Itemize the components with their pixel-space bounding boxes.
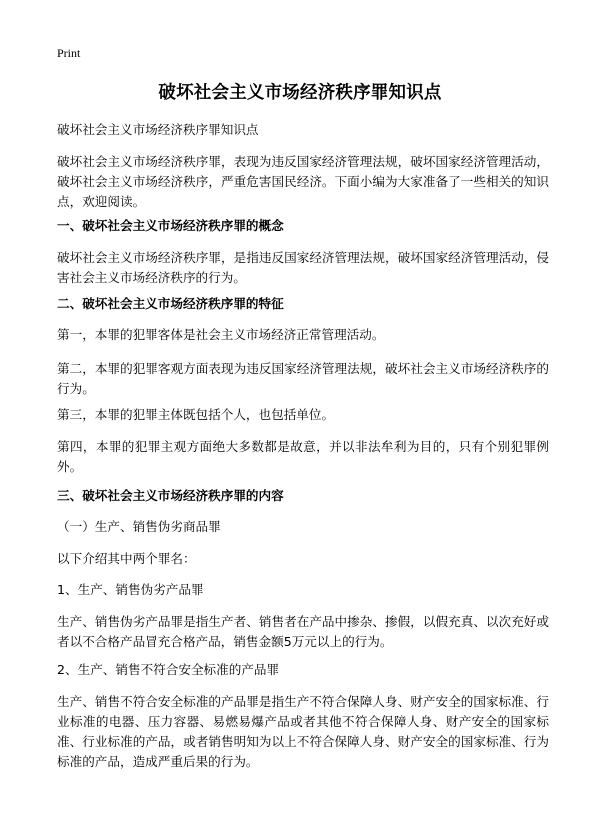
concept-paragraph: 破坏社会主义市场经济秩序罪，是指违反国家经济管理法规，破坏国家经济管理活动，侵害社会主义市场经济秩序的行为。	[57, 250, 549, 285]
intro-two-crimes: 以下介绍其中两个罪名：	[57, 551, 196, 566]
feature-paragraph-1: 第一，本罪的犯罪客体是社会主义市场经济正常管理活动。	[57, 327, 385, 342]
subtitle-paragraph: 破坏社会主义市场经济秩序罪知识点	[57, 122, 259, 137]
crime-title-1: 1、生产、销售伪劣产品罪	[57, 582, 204, 597]
feature-paragraph-4: 第四，本罪的犯罪主观方面绝大多数都是故意，并以非法牟利为目的，只有个别犯罪例外。	[57, 439, 549, 474]
document-title: 破坏社会主义市场经济秩序罪知识点	[158, 83, 442, 103]
crime-paragraph-1: 生产、销售伪劣产品罪是指生产者、销售者在产品中掺杂、掺假，以假充真、以次充好或者以不合格产品冒充合格产品，销售金额5万元以上的行为。	[57, 614, 549, 649]
print-link[interactable]: Print	[57, 46, 81, 60]
crime-paragraph-2: 生产、销售不符合安全标准的产品罪是指生产不符合保障人身、财产安全的国家标准、行业标准的电器、压力容器、易燃易爆产品或者其他不符合保障人身、财产安全的国家标准、行业标准的产品，或者销售明知为以上不符合保障人身、财产安全的国家标准、行为标准的产品，造成严重后果的行为。	[57, 694, 549, 769]
feature-paragraph-3: 第三，本罪的犯罪主体既包括个人，也包括单位。	[57, 407, 335, 422]
subsection-heading-counterfeit: （一）生产、销售伪劣商品罪	[57, 519, 221, 534]
crime-title-2: 2、生产、销售不符合安全标准的产品罪	[57, 662, 280, 677]
section-heading-features: 二、破坏社会主义市场经济秩序罪的特征	[57, 296, 284, 311]
feature-paragraph-2: 第二，本罪的犯罪客观方面表现为违反国家经济管理法规，破坏社会主义市场经济秩序的行为。	[57, 361, 549, 396]
section-heading-concept: 一、破坏社会主义市场经济秩序罪的概念	[57, 218, 284, 233]
intro-paragraph: 破坏社会主义市场经济秩序罪，表现为违反国家经济管理法规，破坏国家经济管理活动，破坏社会主义市场经济秩序，严重危害国民经济。下面小编为大家准备了一些相关的知识点，欢迎阅读。	[57, 154, 549, 209]
section-heading-content: 三、破坏社会主义市场经济秩序罪的内容	[57, 488, 284, 503]
